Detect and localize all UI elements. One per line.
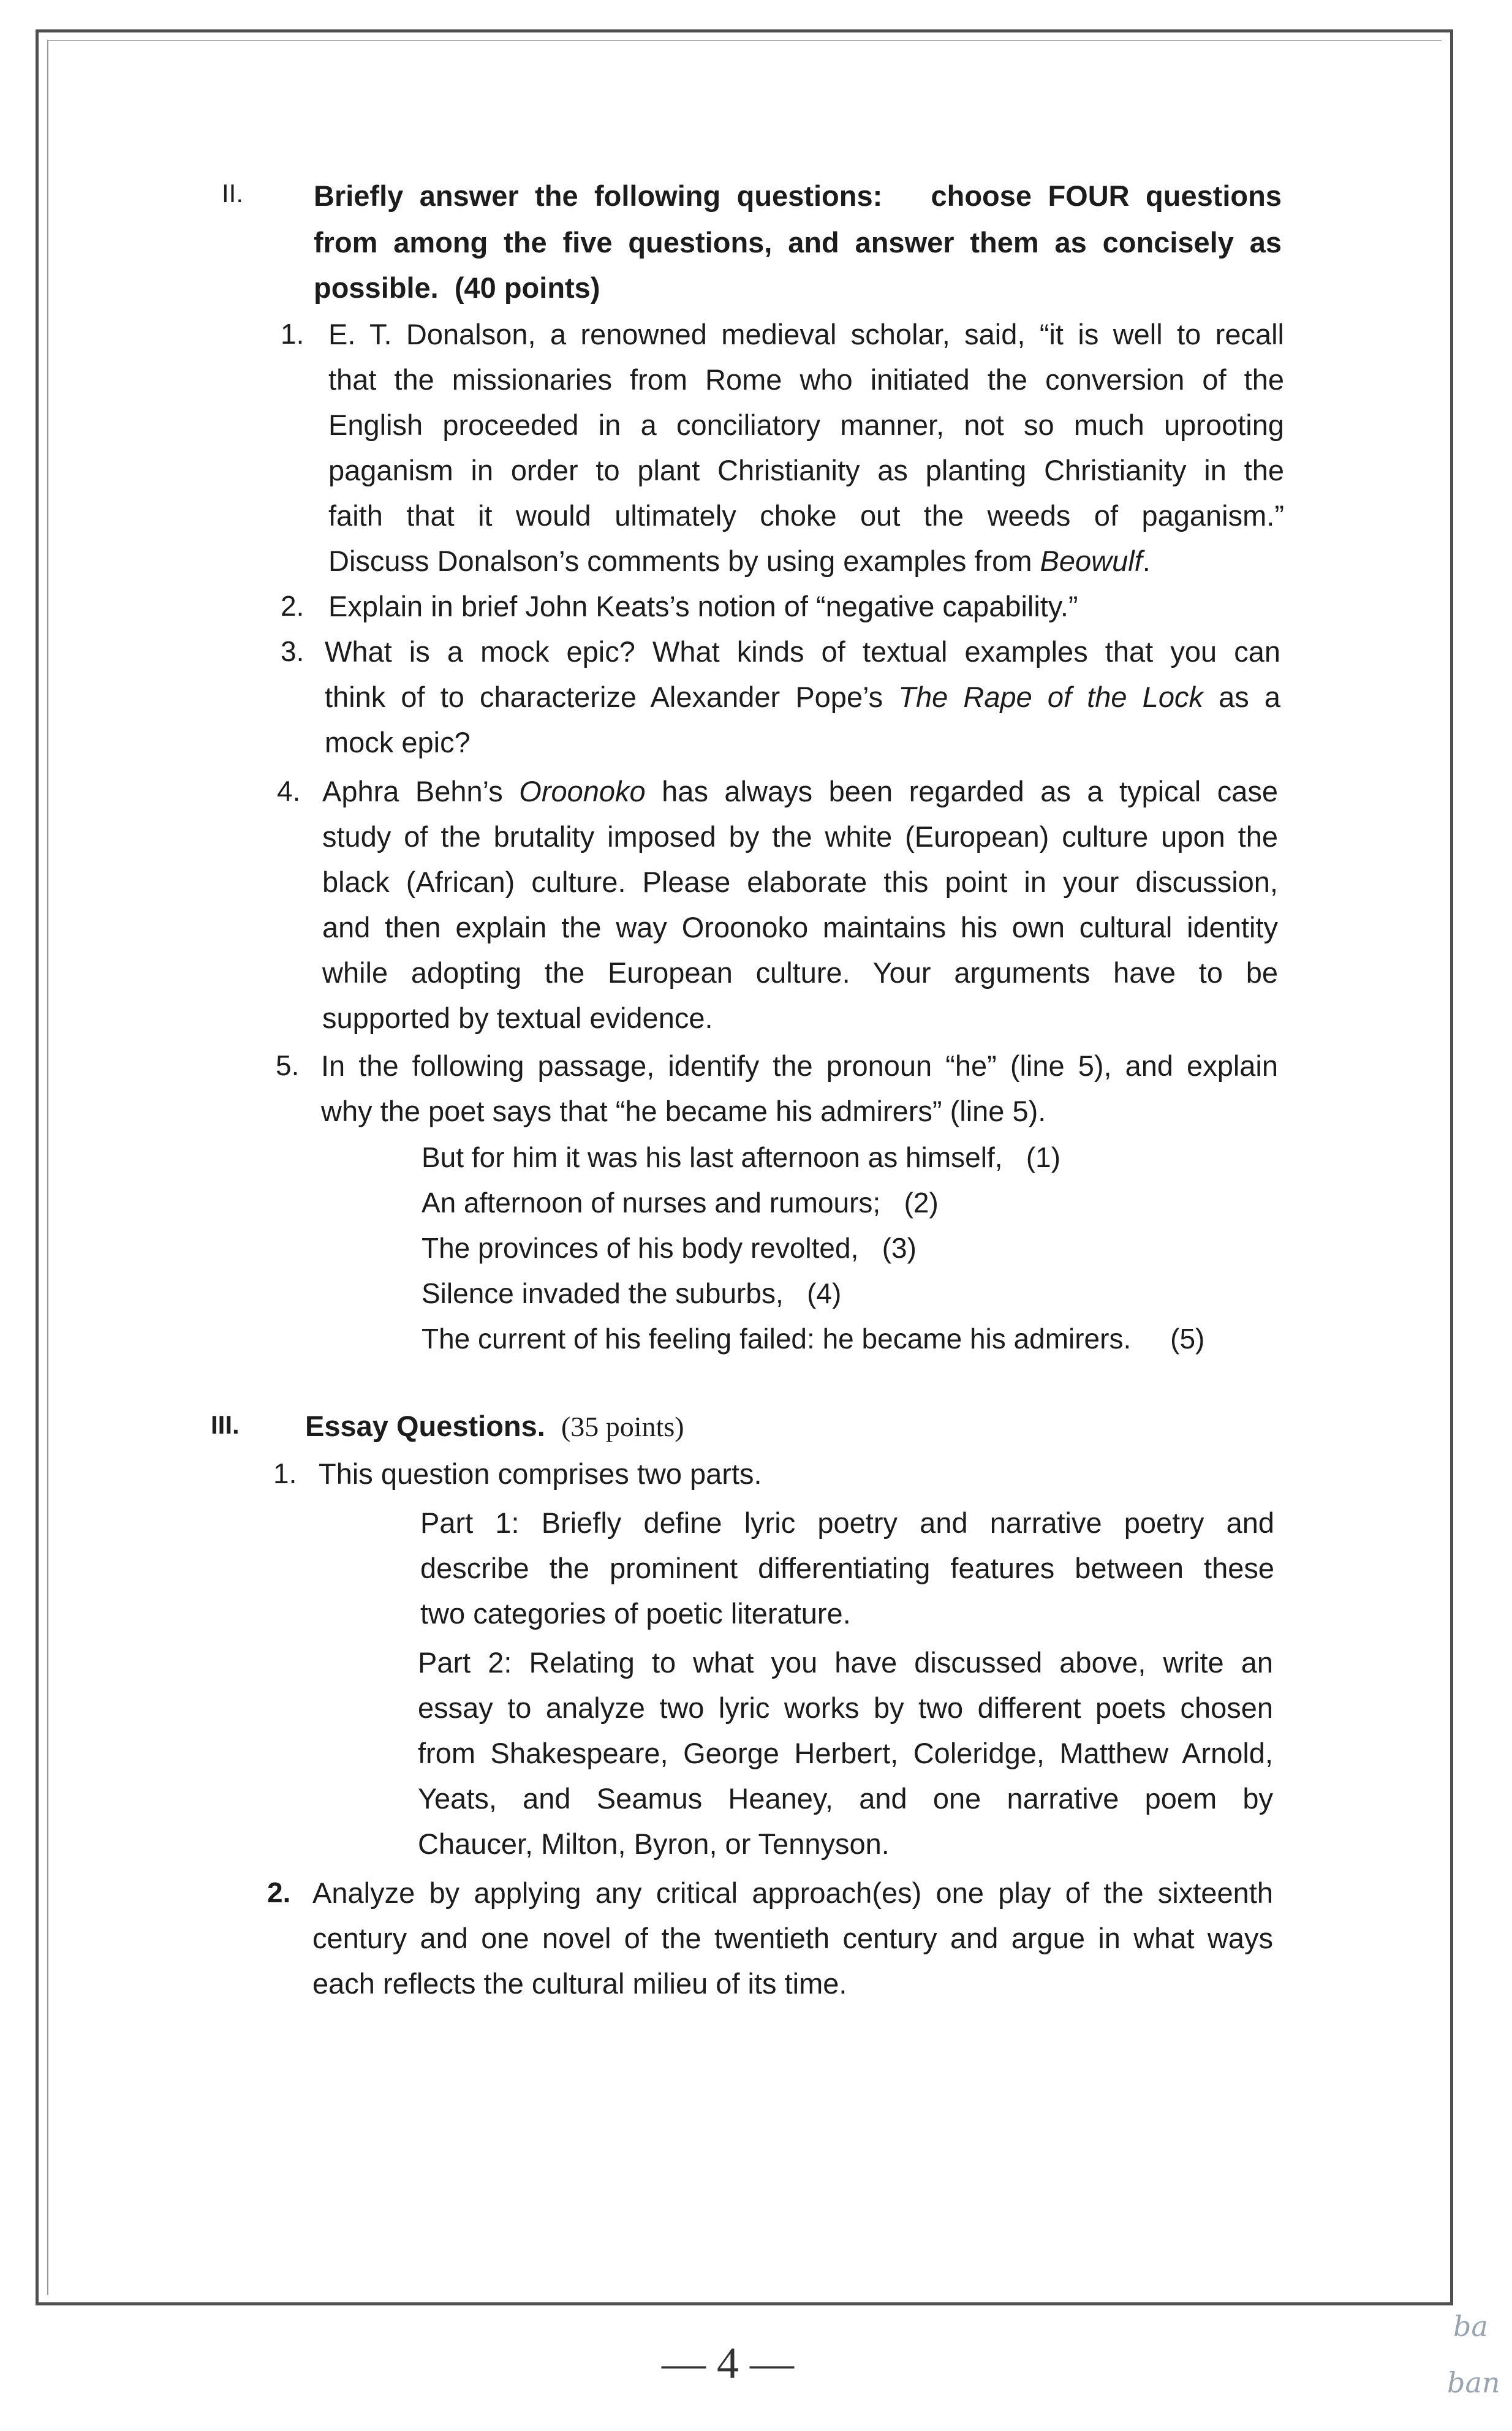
essay-1-part-2-line-5: Chaucer, Milton, Byron, or Tennyson. <box>418 1828 890 1860</box>
section-3-title: Essay Questions. <box>305 1410 545 1442</box>
section-2-heading-possible: possible. <box>314 271 439 304</box>
question-4-line-4: and then explain the way Oroonoko maintains his own cultural identity <box>322 911 1278 943</box>
question-4-line-1-suffix: has always been regarded as a typical case <box>645 775 1278 807</box>
essay-2-line-3: each reflects the cultural milieu of its time. <box>312 1967 847 2000</box>
section-2-heading-instruction: Briefly answer the following questions: <box>314 180 883 212</box>
question-4-line-1-prefix: Aphra Behn’s <box>322 775 520 807</box>
question-4-line-2: study of the brutality imposed by the white (European) culture upon the <box>322 820 1278 853</box>
poem-line-text: An afternoon of nurses and rumours; <box>421 1187 881 1219</box>
section-2-heading-line-1 <box>314 179 1282 213</box>
question-3-line-2-suffix: as a <box>1203 681 1280 713</box>
question-number: 2. <box>281 590 304 622</box>
question-number: 2. <box>267 1877 291 1908</box>
section-2-heading-line-3 <box>314 271 600 304</box>
essay-2-line-1: Analyze by applying any critical approach(es) one play of the sixteenth <box>312 1877 1273 1909</box>
question-1-line-5: faith that it would ultimately choke out the weeds of paganism.” <box>328 499 1284 532</box>
section-2-points: (40 points) <box>454 271 600 304</box>
question-1-line-4: paganism in order to plant Christianity as planting Christianity in the <box>328 454 1284 486</box>
poem-line-text: The current of his feeling failed: he became his admirers. <box>421 1323 1132 1355</box>
question-number: 3. <box>281 635 304 667</box>
poem-line <box>421 1322 1204 1355</box>
question-1-line-3: English proceeded in a conciliatory manner, not so much uprooting <box>328 409 1284 441</box>
poem-line-text: But for him it was his last afternoon as himself, <box>421 1141 1003 1173</box>
handwritten-note: ban <box>1447 2366 1500 2399</box>
essay-1-part-2-line-2: essay to analyze two lyric works by two different poets chosen <box>418 1692 1273 1724</box>
work-title-oroonoko: Oroonoko <box>519 775 646 807</box>
essay-1-part-1-line-3: two categories of poetic literature. <box>420 1597 851 1630</box>
question-3-line-3: mock epic? <box>325 726 471 758</box>
question-4-line-6: supported by textual evidence. <box>322 1002 713 1034</box>
question-3-line-1: What is a mock epic? What kinds of textual examples that you can <box>325 635 1280 668</box>
essay-1-part-1-line-2: describe the prominent differentiating features between these <box>420 1552 1274 1584</box>
question-number: 4. <box>277 775 301 807</box>
poem-line-number: (1) <box>1026 1141 1061 1173</box>
essay-1-intro: This question comprises two parts. <box>319 1457 762 1490</box>
question-2-text: Explain in brief John Keats’s notion of “negative capability.” <box>328 590 1078 622</box>
page-number: — 4 — <box>662 2338 794 2388</box>
essay-1-part-1-line-1: Part 1: Briefly define lyric poetry and narrative poetry and <box>420 1507 1274 1539</box>
section-2-heading-choose: choose FOUR questions <box>931 180 1282 212</box>
essay-1-part-2-line-3: from Shakespeare, George Herbert, Coleridge, Matthew Arnold, <box>418 1737 1273 1769</box>
question-1-line-6 <box>328 544 1151 578</box>
work-title-beowulf: Beowulf <box>1040 545 1143 577</box>
question-5-line-2: why the poet says that “he became his admirers” (line 5). <box>321 1095 1046 1127</box>
essay-2-line-2: century and one novel of the twentieth century and argue in what ways <box>312 1922 1273 1954</box>
period: . <box>1142 545 1151 577</box>
poem-line <box>421 1141 1060 1174</box>
poem-line-text: The provinces of his body revolted, <box>421 1232 859 1264</box>
poem-line-text: Silence invaded the suburbs, <box>421 1277 784 1309</box>
section-3-number: III. <box>211 1410 240 1439</box>
essay-1-part-2-line-4: Yeats, and Seamus Heaney, and one narrative poem by <box>418 1782 1273 1815</box>
poem-line-number: (5) <box>1170 1323 1205 1355</box>
poem-line-number: (4) <box>807 1277 842 1309</box>
section-2-heading-line-2: from among the five questions, and answer them as concisely as <box>314 226 1282 259</box>
question-3-line-2-prefix: think of to characterize Alexander Pope’s <box>325 681 899 713</box>
question-3-line-2 <box>325 680 1280 714</box>
poem-line <box>421 1231 917 1265</box>
question-1-line-2: that the missionaries from Rome who initiated the conversion of the <box>328 363 1284 396</box>
question-5-line-1: In the following passage, identify the pronoun “he” (line 5), and explain <box>321 1049 1278 1082</box>
question-4-line-5: while adopting the European culture. Your arguments have to be <box>322 956 1278 989</box>
poem-line <box>421 1277 841 1310</box>
section-2-number: II. <box>222 179 244 208</box>
question-number: 1. <box>281 318 304 350</box>
question-number: 5. <box>276 1049 300 1081</box>
question-1-line-1: E. T. Donalson, a renowned medieval scholar, said, “it is well to recall <box>328 318 1284 350</box>
section-3-points: (35 points) <box>561 1411 684 1442</box>
handwritten-note: ba <box>1453 2310 1488 2343</box>
question-4-line-3: black (African) culture. Please elaborate this point in your discussion, <box>322 866 1278 898</box>
poem-line-number: (2) <box>904 1187 939 1219</box>
essay-1-part-2-line-1: Part 2: Relating to what you have discussed above, write an <box>418 1646 1273 1679</box>
question-1-prompt: Discuss Donalson’s comments by using examples from <box>328 545 1040 577</box>
work-title-rape-of-the-lock: The Rape of the Lock <box>898 681 1203 713</box>
poem-line <box>421 1186 939 1219</box>
question-4-line-1 <box>322 774 1278 808</box>
section-3-heading <box>305 1409 684 1443</box>
poem-line-number: (3) <box>882 1232 917 1264</box>
question-number: 1. <box>273 1457 297 1489</box>
